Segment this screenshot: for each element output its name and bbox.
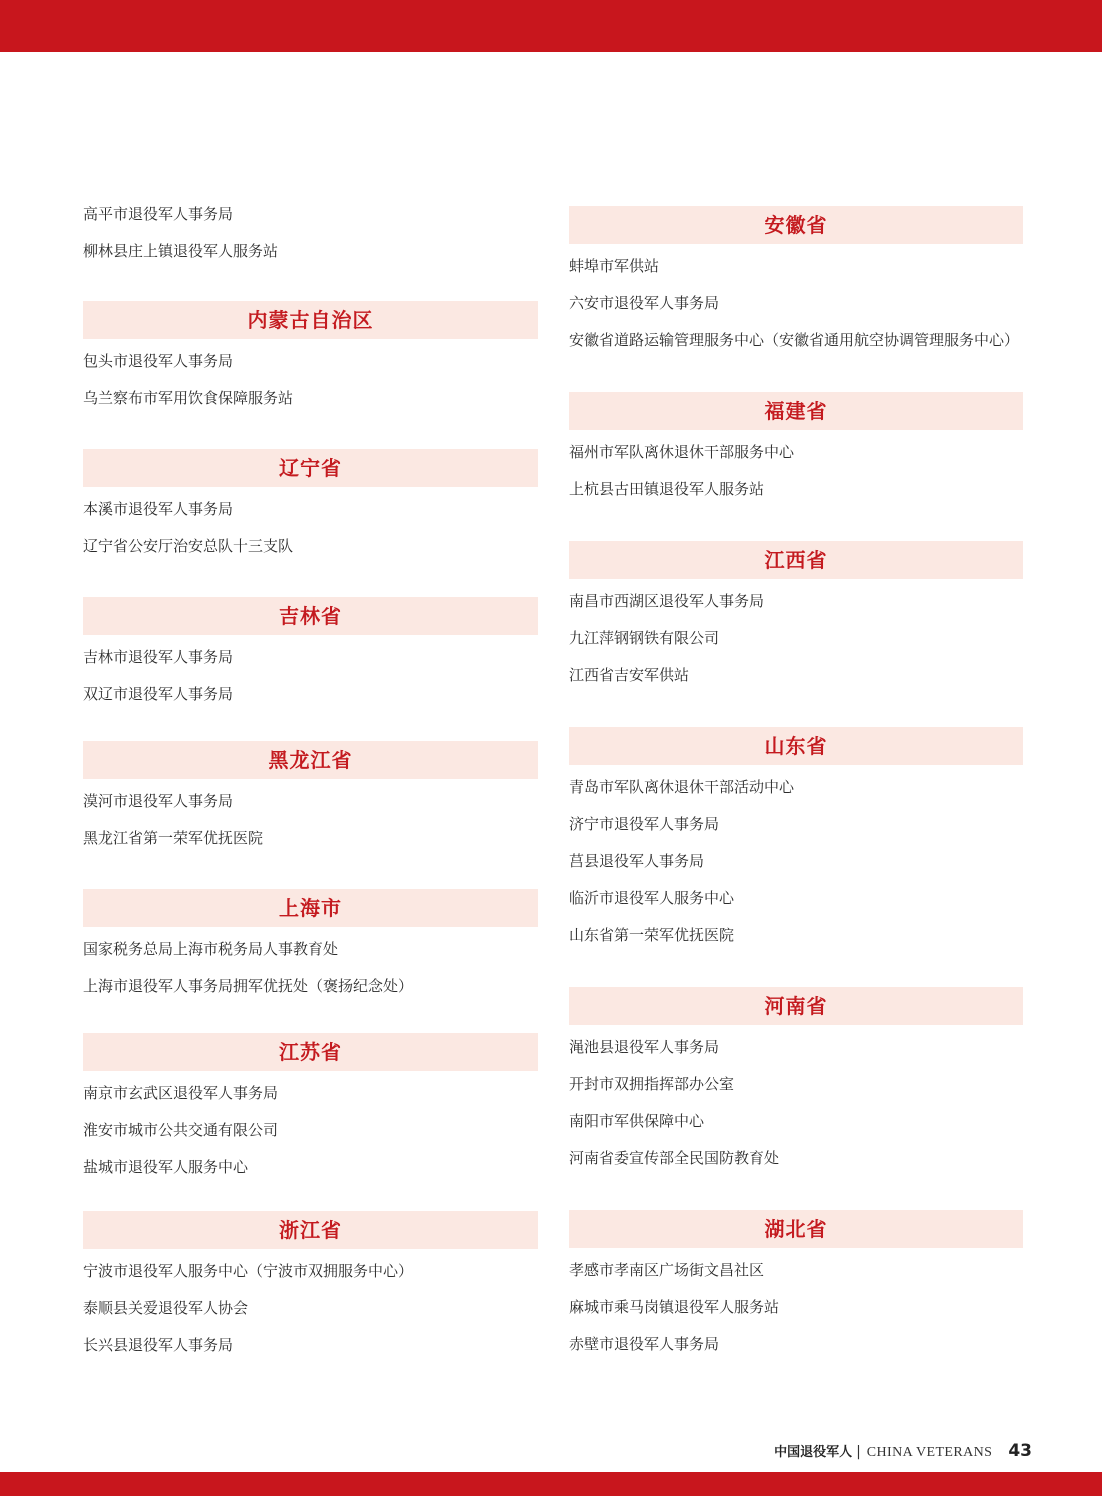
organization-item: 渑池县退役军人事务局 bbox=[569, 1038, 720, 1056]
organization-item: 国家税务总局上海市税务局人事教育处 bbox=[83, 940, 339, 958]
organization-item: 莒县退役军人事务局 bbox=[569, 852, 705, 870]
organization-item: 上杭县古田镇退役军人服务站 bbox=[569, 480, 765, 498]
organization-item: 宁波市退役军人服务中心（宁波市双拥服务中心） bbox=[83, 1262, 414, 1280]
organization-item: 临沂市退役军人服务中心 bbox=[569, 889, 735, 907]
organization-item: 南京市玄武区退役军人事务局 bbox=[83, 1084, 279, 1102]
magazine-title-en: CHINA VETERANS bbox=[866, 1445, 993, 1460]
province-heading: 上海市 bbox=[83, 889, 538, 927]
organization-item: 赤壁市退役军人事务局 bbox=[569, 1335, 720, 1353]
organization-item: 河南省委宣传部全民国防教育处 bbox=[569, 1149, 780, 1167]
province-section bbox=[83, 301, 538, 417]
page-number: 43 bbox=[1008, 1441, 1032, 1461]
magazine-title-cn: 中国退役军人 bbox=[774, 1445, 853, 1460]
province-section bbox=[83, 1033, 538, 1186]
page-footer bbox=[774, 1441, 1032, 1467]
organization-item: 漠河市退役军人事务局 bbox=[83, 792, 234, 810]
province-section bbox=[83, 597, 538, 713]
organization-item: 麻城市乘马岗镇退役军人服务站 bbox=[569, 1298, 780, 1316]
organization-item: 本溪市退役军人事务局 bbox=[83, 500, 234, 518]
province-section bbox=[569, 206, 1023, 359]
province-heading: 河南省 bbox=[569, 987, 1023, 1025]
organization-item: 开封市双拥指挥部办公室 bbox=[569, 1075, 735, 1093]
organization-item: 九江萍钢钢铁有限公司 bbox=[569, 629, 720, 647]
organization-item: 安徽省道路运输管理服务中心（安徽省通用航空协调管理服务中心） bbox=[569, 331, 1020, 349]
province-heading: 安徽省 bbox=[569, 206, 1023, 244]
organization-item: 南昌市西湖区退役军人事务局 bbox=[569, 592, 765, 610]
organization-item: 淮安市城市公共交通有限公司 bbox=[83, 1121, 279, 1139]
organization-item: 福州市军队离休退休干部服务中心 bbox=[569, 443, 795, 461]
province-heading: 辽宁省 bbox=[83, 449, 538, 487]
province-section bbox=[569, 727, 1023, 954]
province-heading: 吉林省 bbox=[83, 597, 538, 635]
province-section bbox=[83, 741, 538, 857]
organization-item: 辽宁省公安厅治安总队十三支队 bbox=[83, 537, 294, 555]
province-heading: 江西省 bbox=[569, 541, 1023, 579]
right-column bbox=[569, 206, 1023, 1363]
organization-item: 盐城市退役军人服务中心 bbox=[83, 1158, 249, 1176]
province-heading: 山东省 bbox=[569, 727, 1023, 765]
left-column bbox=[83, 196, 538, 1364]
organization-item: 蚌埠市军供站 bbox=[569, 257, 660, 275]
province-section bbox=[569, 987, 1023, 1177]
province-heading: 湖北省 bbox=[569, 1210, 1023, 1248]
footer-separator: | bbox=[856, 1444, 861, 1460]
province-section bbox=[83, 449, 538, 565]
organization-item: 包头市退役军人事务局 bbox=[83, 352, 234, 370]
organization-item: 上海市退役军人事务局拥军优抚处（褒扬纪念处） bbox=[83, 977, 414, 995]
province-heading: 内蒙古自治区 bbox=[83, 301, 538, 339]
province-heading: 福建省 bbox=[569, 392, 1023, 430]
bottom-color-band bbox=[0, 1472, 1102, 1496]
organization-item: 柳林县庄上镇退役军人服务站 bbox=[83, 242, 279, 260]
province-heading: 江苏省 bbox=[83, 1033, 538, 1071]
organization-item: 泰顺县关爱退役军人协会 bbox=[83, 1299, 249, 1317]
province-heading: 黑龙江省 bbox=[83, 741, 538, 779]
organization-item: 南阳市军供保障中心 bbox=[569, 1112, 705, 1130]
province-section bbox=[569, 541, 1023, 694]
province-heading: 浙江省 bbox=[83, 1211, 538, 1249]
organization-item: 双辽市退役军人事务局 bbox=[83, 685, 234, 703]
organization-item: 孝感市孝南区广场街文昌社区 bbox=[569, 1261, 765, 1279]
continued-organization-list bbox=[83, 196, 538, 270]
organization-item: 青岛市军队离休退休干部活动中心 bbox=[569, 778, 795, 796]
province-section bbox=[569, 1210, 1023, 1363]
organization-item: 六安市退役军人事务局 bbox=[569, 294, 720, 312]
organization-item: 黑龙江省第一荣军优抚医院 bbox=[83, 829, 264, 847]
organization-item: 济宁市退役军人事务局 bbox=[569, 815, 720, 833]
province-section bbox=[569, 392, 1023, 508]
province-section bbox=[83, 1211, 538, 1364]
organization-item: 高平市退役军人事务局 bbox=[83, 205, 234, 223]
top-color-band bbox=[0, 0, 1102, 52]
organization-item: 山东省第一荣军优抚医院 bbox=[569, 926, 735, 944]
organization-item: 乌兰察布市军用饮食保障服务站 bbox=[83, 389, 294, 407]
organization-item: 吉林市退役军人事务局 bbox=[83, 648, 234, 666]
organization-item: 长兴县退役军人事务局 bbox=[83, 1336, 234, 1354]
organization-item: 江西省吉安军供站 bbox=[569, 666, 690, 684]
province-section bbox=[83, 889, 538, 1005]
